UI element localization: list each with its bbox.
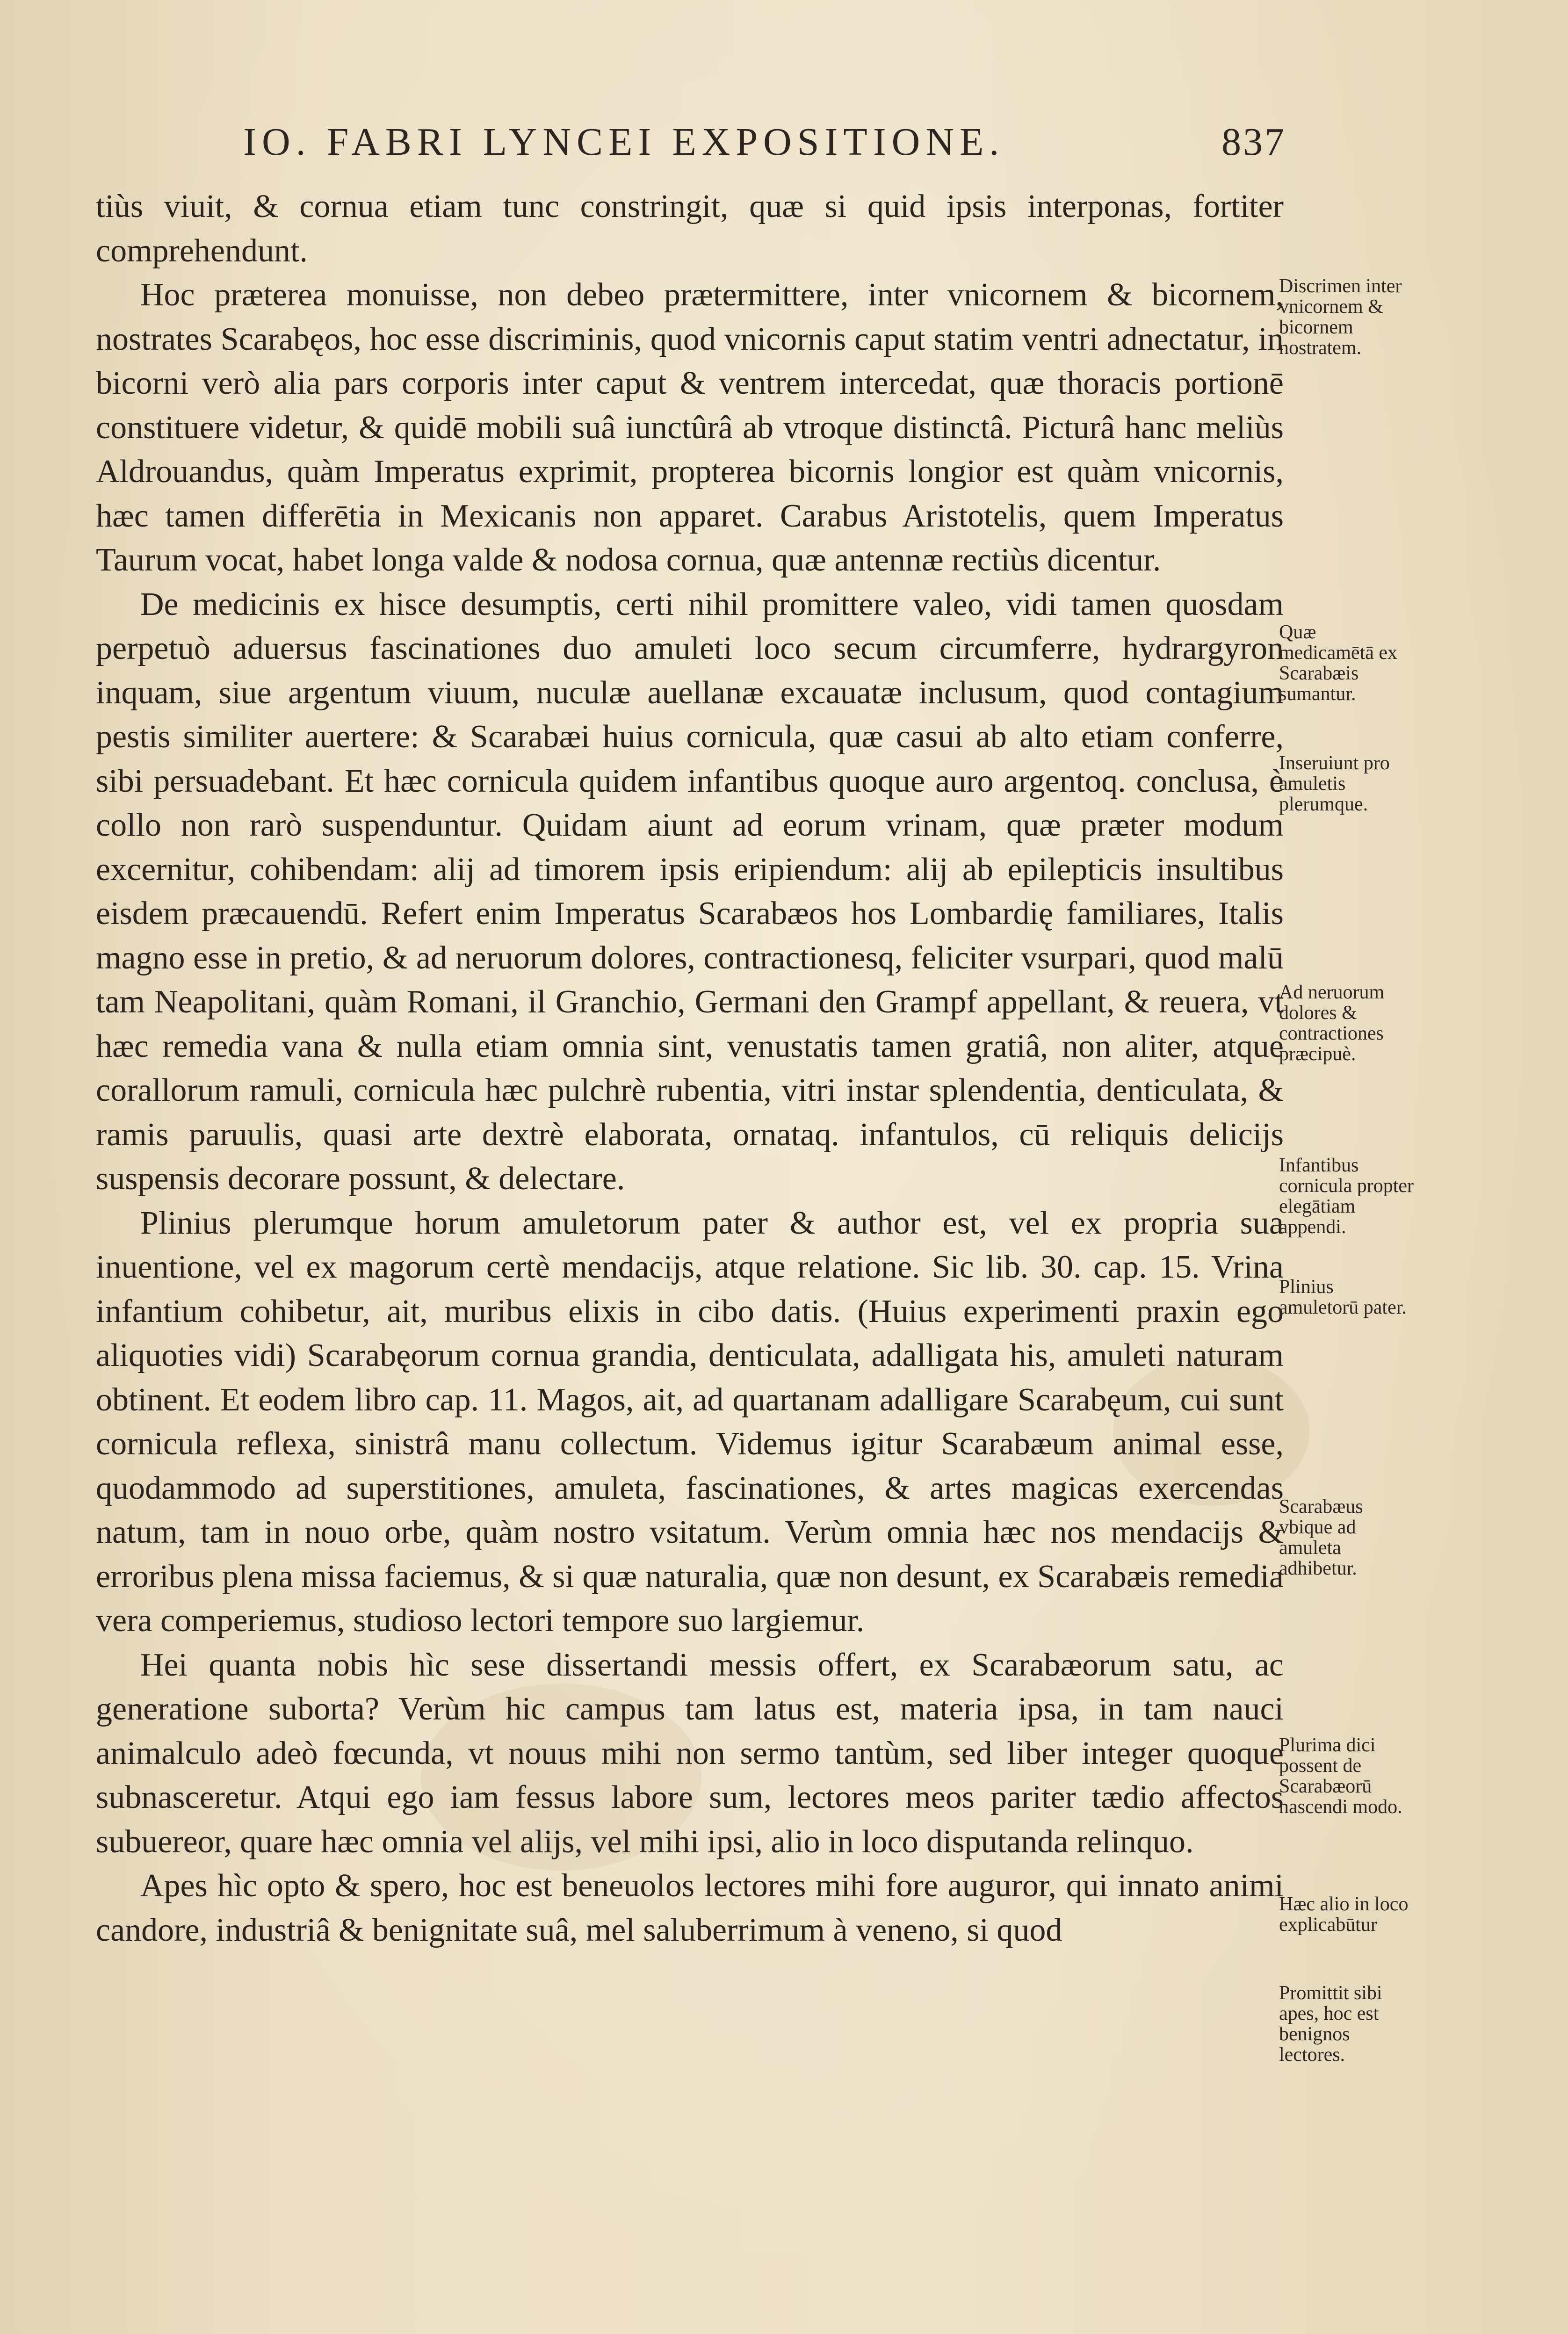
paragraph: Hoc præterea monuisse, non debeo prætermittere, inter vnicornem & bicornem, nostrates Scarabęos, hoc esse discriminis, quod vnicornis caput statim ventri adnectatur, in bicorni verò alia pars corporis inter caput & ventrem intercedat, quæ thoracis portionē constituere videtur, & quidē mobili suâ iunctûrâ ab vtroque distinctâ. Picturâ hanc meliùs Aldrouandus, quàm Imperatus exprimit, propterea bicornis longior est quàm vnicornis, hæc tamen differētia in Mexicanis non apparet. Carabus Aristotelis, quem Imperatus Taurum vocat, habet longa valde & nodosa cornua, quæ antennæ rectiùs dicentur. xyxy=(96,277,1284,578)
margin-note: Infantibus cornicula propter elegātiam appendi. xyxy=(1279,1155,1414,1238)
margin-note: Promittit sibi apes, hoc est benignos lectores. xyxy=(1279,1982,1382,2066)
running-head xyxy=(140,119,1286,171)
margin-note: Discrimen inter vnicornem & bicornem nostratem. xyxy=(1279,275,1402,359)
margin-note: Plinius amuletorū pater. xyxy=(1279,1276,1407,1318)
paragraph: tiùs viuit, & cornua etiam tunc constringit, quæ si quid ipsis interponas, fortiter comprehendunt. xyxy=(96,188,1284,269)
paragraph: De medicinis ex hisce desumptis, certi nihil promittere valeo, vidi tamen quosdam perpetuò aduersus fascinationes duo amuleti loco secum circumferre, hydrargyron inquam, siue argentum viuum, nuculæ auellanæ excauatæ inclusum, quod contagium pestis similiter auertere: & Scarabæi huius cornicula, quæ casui ab alto etiam conferre, sibi persuadebant. Et hæc cornicula quidem infantibus quoque auro argentoq. conclusa, è collo non rarò suspenduntur. Quidam aiunt ad eorum vrinam, quæ præter modum excernitur, cohibendam: alij ad timorem ipsis eripiendum: alij ab epilepticis insultibus eisdem præcauendū. Refert enim Imperatus Scarabæos hos Lombardię familiares, Italis magno esse in pretio, & ad neruorum dolores, contractionesq, feliciter vsurpari, quod malū tam Neapolitani, quàm Romani, il Granchio, Germani den Grampf appellant, & reuera, vt hæc remedia vana & nulla etiam omnia sint, venustatis tamen gratiâ, non aliter, atque corallorum ramuli, cornicula hæc pulchrè rubentia, vitri instar splendentia, denticulata, & ramis paruulis, quasi arte dextrè elaborata, ornataq. infantulos, cū reliquis delicijs suspensis decorare possunt, & delectare. xyxy=(96,586,1284,1197)
margin-note: Scarabæus vbique ad amuleta adhibetur. xyxy=(1279,1496,1363,1579)
margin-note: Quæ medicamētā ex Scarabæis sumantur. xyxy=(1279,621,1398,705)
paragraph: Hei quanta nobis hìc sese dissertandi messis offert, ex Scarabæorum satu, ac generatione suborta? Verùm hic campus tam latus est, materia ipsa, in tam nauci animalculo adeò fœcunda, vt nouus mihi non sermo tantùm, sed liber integer quoque subnasceretur. Atqui ego iam fessus labore sum, lectores meos pariter tædio affectos subuereor, quare hæc omnia vel alijs, vel mihi ipsi, alio in loco disputanda relinquo. xyxy=(96,1647,1284,1860)
running-title: IO. FABRI LYNCEI EXPOSITIONE. xyxy=(243,120,1005,164)
margin-note: Ad neruorum dolores & contractiones præcipuè. xyxy=(1279,982,1385,1065)
paragraph: Apes hìc opto & spero, hoc est beneuolos lectores mihi fore auguror, qui innato animi candore, industriâ & benignitate suâ, mel saluberrimum à veneno, si quod xyxy=(96,1868,1284,1948)
margin-note: Plurima dici possent de Scarabæorū nascendi modo. xyxy=(1279,1734,1402,1818)
margin-note: Hæc alio in loco explicabūtur xyxy=(1279,1893,1409,1936)
main-text-block xyxy=(96,185,1284,1952)
paragraph: Plinius plerumque horum amuletorum pater & author est, vel ex propria sua inuentione, vel ex magorum certè mendacijs, atque relatione. Sic lib. 30. cap. 15. Vrina infantium cohibetur, ait, muribus elixis in cibo datis. (Huius experimenti praxin ego aliquoties vidi) Scarabęorum cornua grandia, denticulata, adalligata his, amuleti naturam obtinent. Et eodem libro cap. 11. Magos, ait, ad quartanam adalligare Scarabęum, cui sunt cornicula reflexa, sinistrâ manu collectum. Videmus igitur Scarabæum animal esse, quodammodo ad superstitiones, amuleta, fascinationes, & artes magicas exercendas natum, tam in nouo orbe, quàm nostro vsitatum. Verùm omnia hæc nos mendacijs & erroribus plena missa faciemus, & si quæ naturalia, quæ non desunt, ex Scarabæis remedia vera comperiemus, studioso lectori tempore suo largiemur. xyxy=(96,1205,1284,1639)
page-number: 837 xyxy=(1221,120,1286,164)
margin-note: Inseruiunt pro amuletis plerumque. xyxy=(1279,752,1390,815)
